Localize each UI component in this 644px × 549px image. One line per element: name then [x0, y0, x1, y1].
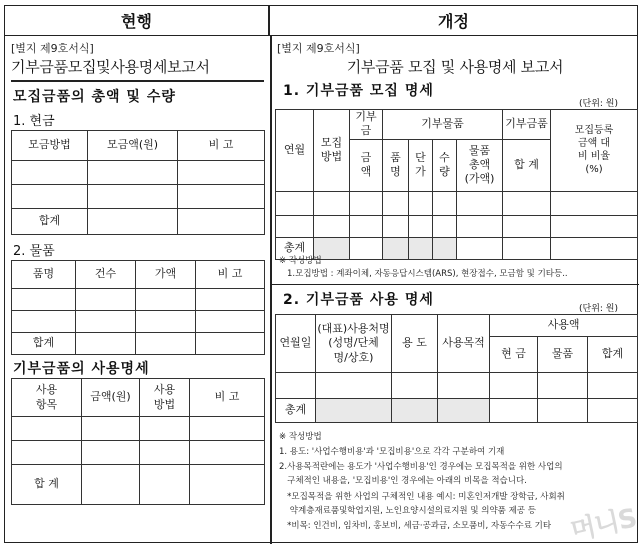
left-cash-table: [11, 130, 265, 235]
col-qty: 수 량: [433, 139, 457, 191]
comparison-sheet: [4, 5, 638, 543]
cell: [82, 417, 140, 441]
total-label: 합계: [12, 333, 76, 355]
col-cash-group: 기부금: [350, 110, 383, 140]
col-sum-group: 기부금품: [503, 110, 551, 140]
note1-title: ※ 작성방법: [279, 256, 322, 266]
cell: [136, 333, 196, 355]
cell: [433, 215, 457, 237]
left-section2-title: 기부금품의 사용명세: [13, 361, 150, 377]
left-use-table: [11, 378, 265, 505]
cell: [433, 237, 457, 259]
cell: [588, 373, 638, 399]
note2-line: *모집목적을 위한 사업의 구체적인 내용 예시: 미혼인저개발 장학금, 사회취: [279, 492, 565, 502]
left-section1-title: 모집금품의 총액 및 수량: [13, 89, 176, 105]
col-header: 비 고: [196, 261, 265, 289]
cell: [314, 215, 350, 237]
cell: [276, 215, 314, 237]
note2-line: 구체적인 내용을, '모집비용'인 경우에는 아래의 비목을 적습니다.: [279, 476, 527, 486]
cell: [140, 417, 190, 441]
cell: [88, 185, 178, 209]
col-unit-price: 단 가: [409, 139, 433, 191]
cell: [383, 215, 409, 237]
cell: [392, 373, 438, 399]
cell: [76, 289, 136, 311]
cell: [76, 333, 136, 355]
col-header: 비 고: [178, 131, 265, 161]
cell: [409, 191, 433, 215]
cell: [551, 191, 638, 215]
right-form-number: [별지 제9호서식]: [277, 42, 360, 55]
cell: [178, 209, 265, 235]
cell: [12, 417, 82, 441]
cell: [140, 465, 190, 505]
left-rule: [11, 80, 264, 82]
cell: [350, 215, 383, 237]
cell: [140, 441, 190, 465]
col-purpose: 사용목적: [438, 315, 490, 373]
cell: [438, 399, 490, 423]
cell: [136, 289, 196, 311]
cell: [12, 311, 76, 333]
cell: [82, 465, 140, 505]
cell: [12, 185, 88, 209]
cell: [457, 237, 503, 259]
total-label: 총계: [276, 237, 314, 259]
cell: [503, 191, 551, 215]
cell: [350, 237, 383, 259]
col-header: 건수: [76, 261, 136, 289]
col-month: 연월: [276, 110, 314, 192]
cell: [196, 311, 265, 333]
cell: [438, 373, 490, 399]
note2-line: ※ 작성방법: [279, 432, 322, 442]
cell: [314, 191, 350, 215]
col-sum: 합계: [588, 337, 638, 373]
cell: [503, 237, 551, 259]
left-goods-table: [11, 260, 265, 355]
cell: [136, 311, 196, 333]
col-header: 가액: [136, 261, 196, 289]
col-cash: 금 액: [350, 139, 383, 191]
cell: [276, 373, 316, 399]
col-header: 사용 항목: [12, 379, 82, 417]
col-header: 금액(원): [82, 379, 140, 417]
col-goods-total: 물품 총액 (가액): [457, 139, 503, 191]
cell: [551, 215, 638, 237]
cell: [276, 191, 314, 215]
right-form-title: 기부금품 모집 및 사용명세 보고서: [346, 58, 564, 76]
cell: [12, 441, 82, 465]
col-date: 연월일: [276, 315, 316, 373]
cell: [76, 311, 136, 333]
note2-line: *비목: 인건비, 임차비, 홍보비, 세금·공과금, 소모품비, 자동수수료 기타: [279, 521, 552, 531]
col-header: 품명: [12, 261, 76, 289]
right-section2-title: 2. 기부금품 사용 명세: [283, 292, 434, 308]
col-user: (대표)사용처명 (성명/단체 명/상호): [316, 315, 392, 373]
col-sum: 합 계: [503, 139, 551, 191]
cell: [490, 399, 538, 423]
cell: [178, 185, 265, 209]
right-unit-1: (단위: 원): [579, 99, 618, 109]
cell: [178, 161, 265, 185]
cell: [457, 215, 503, 237]
total-label: 합 계: [12, 465, 82, 505]
note2-line: 약계층재료품및학업지원, 노인요양시설의료지원 및 의약품 제공 등: [279, 506, 536, 516]
cell: [457, 191, 503, 215]
cell: [383, 191, 409, 215]
cell: [383, 237, 409, 259]
cell: [551, 237, 638, 259]
cell: [190, 465, 265, 505]
header-revised: 개정: [270, 6, 637, 36]
cell: [316, 399, 392, 423]
left-form-number: [별지 제9호서식]: [11, 42, 94, 55]
watermark-logo: 머니S: [568, 503, 639, 547]
cell: [538, 399, 588, 423]
left-goods-title: 2. 물품: [13, 244, 55, 259]
note2-line: 2.사용목적란에는 용도가 '사업수행비용'인 경우에는 모집목적을 위한 사업의: [279, 462, 563, 472]
cell: [490, 373, 538, 399]
col-use: 용 도: [392, 315, 438, 373]
col-header: 비 고: [190, 379, 265, 417]
note1-text: 1.모집방법 : 계좌이체, 자동응답시스템(ARS), 현장접수, 모금함 및 기타등..: [287, 269, 568, 279]
col-header: 모금방법: [12, 131, 88, 161]
cell: [196, 333, 265, 355]
cell: [88, 161, 178, 185]
note2-line: 1. 용도: '사업수행비용'과 '모집비용'으로 각각 구분하여 기재: [279, 447, 505, 457]
right-section1-title: 1. 기부금품 모집 명세: [283, 83, 434, 99]
cell: [196, 289, 265, 311]
column-divider: [270, 36, 272, 544]
cell: [12, 289, 76, 311]
col-amount-group: 사용액: [490, 315, 638, 337]
cell: [392, 399, 438, 423]
right-usage-table: [275, 314, 638, 423]
total-label: 합계: [12, 209, 88, 235]
col-item: 품 명: [383, 139, 409, 191]
col-header: 사용 방법: [140, 379, 190, 417]
cell: [433, 191, 457, 215]
cell: [316, 373, 392, 399]
right-collection-table: [275, 109, 638, 260]
cell: [350, 191, 383, 215]
cell: [12, 161, 88, 185]
cell: [538, 373, 588, 399]
col-goods-group: 기부물품: [383, 110, 503, 140]
right-rule: [272, 284, 639, 285]
cell: [409, 215, 433, 237]
cell: [190, 417, 265, 441]
cell: [409, 237, 433, 259]
left-form-title: 기부금품모집및사용명세보고서: [11, 58, 210, 76]
col-header: 모금액(원): [88, 131, 178, 161]
total-label: 총계: [276, 399, 316, 423]
col-method: 모집 방법: [314, 110, 350, 192]
cell: [82, 441, 140, 465]
col-goods: 물품: [538, 337, 588, 373]
header-current: 현행: [5, 6, 270, 36]
col-ratio: 모집등록 금액 대 비 비율 (%): [551, 110, 638, 192]
left-cash-title: 1. 현금: [13, 114, 55, 129]
cell: [88, 209, 178, 235]
cell: [190, 441, 265, 465]
cell: [588, 399, 638, 423]
cell: [503, 215, 551, 237]
right-unit-2: (단위: 원): [579, 304, 618, 314]
col-cash: 현 금: [490, 337, 538, 373]
